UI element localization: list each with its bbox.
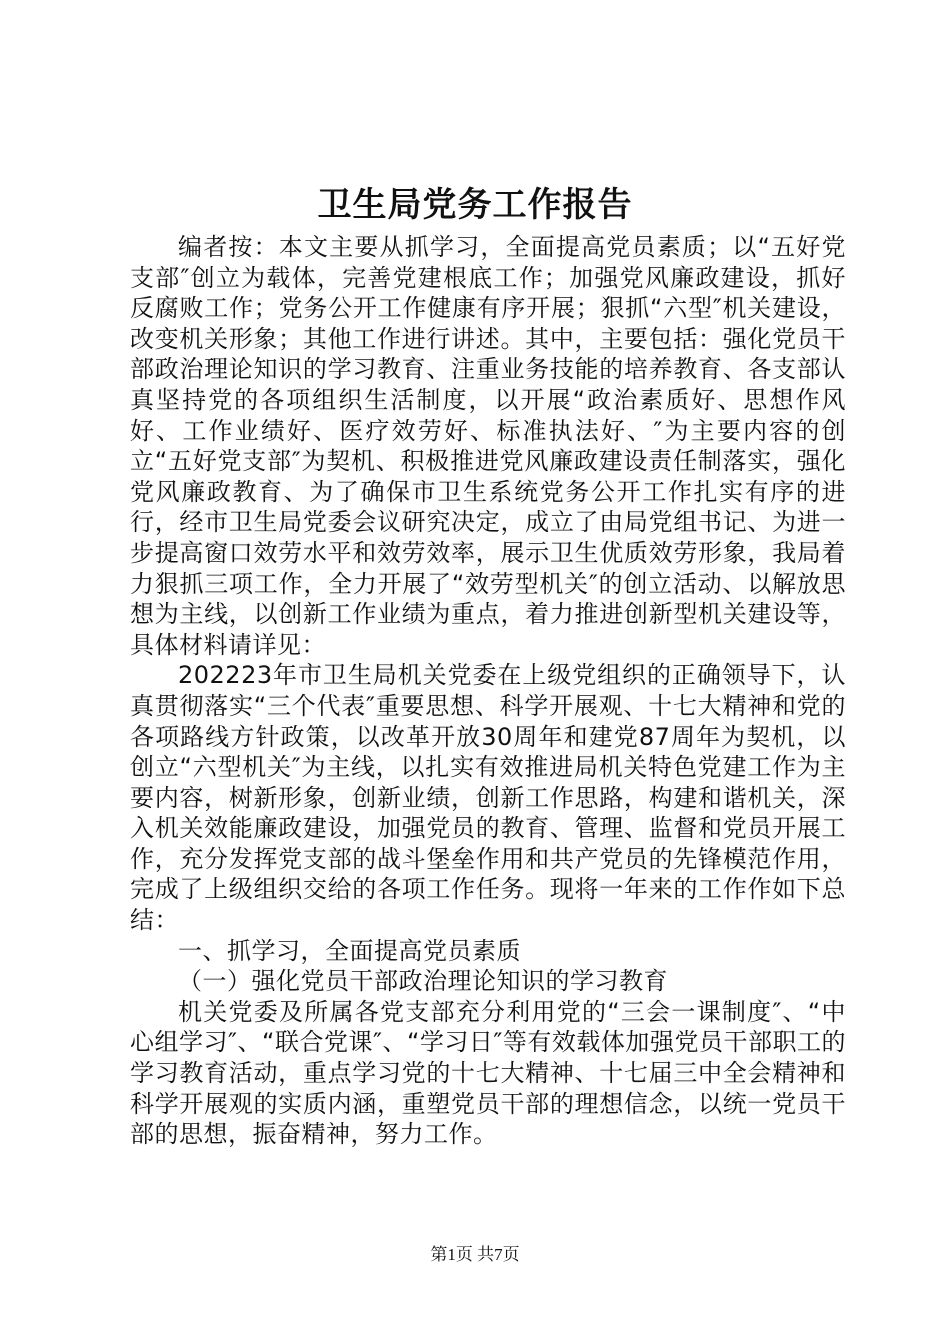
editor-note-paragraph: 编者按：本文主要从抓学习，全面提高党员素质；以“五好党支部″创立为载体，完善党建根底工作；加强党风廉政建设，抓好反腐败工作；党务公开工作健康有序开展；狠抓“六型″机关建设，改变机关形象；其他工作进行讲述。其中，主要包括：强化党员干部政治理论知识的学习教育、注重业务技能的培养教育、各支部认真坚持党的各项组织生活制度，以开展“政治素质好、思想作风好、工作业绩好、医疗效劳好、标准执法好、″为主要内容的创立“五好党支部″为契机、积极推进党风廉政建设责任制落实，强化党风廉政教育、为了确保市卫生系统党务公开工作扎实有序的进行，经市卫生局党委会议研究决定，成立了由局党组书记、为进一步提高窗口效劳水平和效劳效率，展示卫生优质效劳形象，我局着力狠抓三项工作，全力开展了“效劳型机关″的创立活动、以解放思想为主线，以创新工作业绩为重点，着力推进创新型机关建设等，具体材料请详见： — [130, 233, 846, 659]
document-title: 卫生局党务工作报告 — [317, 185, 633, 225]
subsection-heading: （一）强化党员干部政治理论知识的学习教育 — [178, 967, 668, 996]
body-paragraph: 机关党委及所属各党支部充分利用党的“三会一课制度″、“中心组学习″、“联合党课″、“学习日″等有效载体加强党员干部职工的学习教育活动，重点学习党的十七大精神、十七届三中全会精神和科学开展观的实质内涵，重塑党员干部的理想信念，以统一党员干部的思想，振奋精神，努力工作。 — [130, 997, 846, 1149]
summary-paragraph: 202223年市卫生局机关党委在上级党组织的正确领导下，认真贯彻落实“三个代表″重要思想、科学开展观、十七大精神和党的各项路线方针政策，以改革开放30周年和建党87周年为契机，以创立“六型机关″为主线，以扎实有效推进局机关特色党建工作为主要内容，树新形象，创新业绩，创新工作思路，构建和谐机关，深入机关效能廉政建设，加强党员的教育、管理、监督和党员开展工作，充分发挥党支部的战斗堡垒作用和共产党员的先锋模范作用，完成了上级组织交给的各项工作任务。现将一年来的工作作如下总结： — [130, 661, 846, 935]
section-heading: 一、抓学习，全面提高党员素质 — [178, 936, 521, 965]
page-footer: 第1页 共7页 — [430, 1245, 520, 1264]
document-body — [130, 232, 846, 1150]
